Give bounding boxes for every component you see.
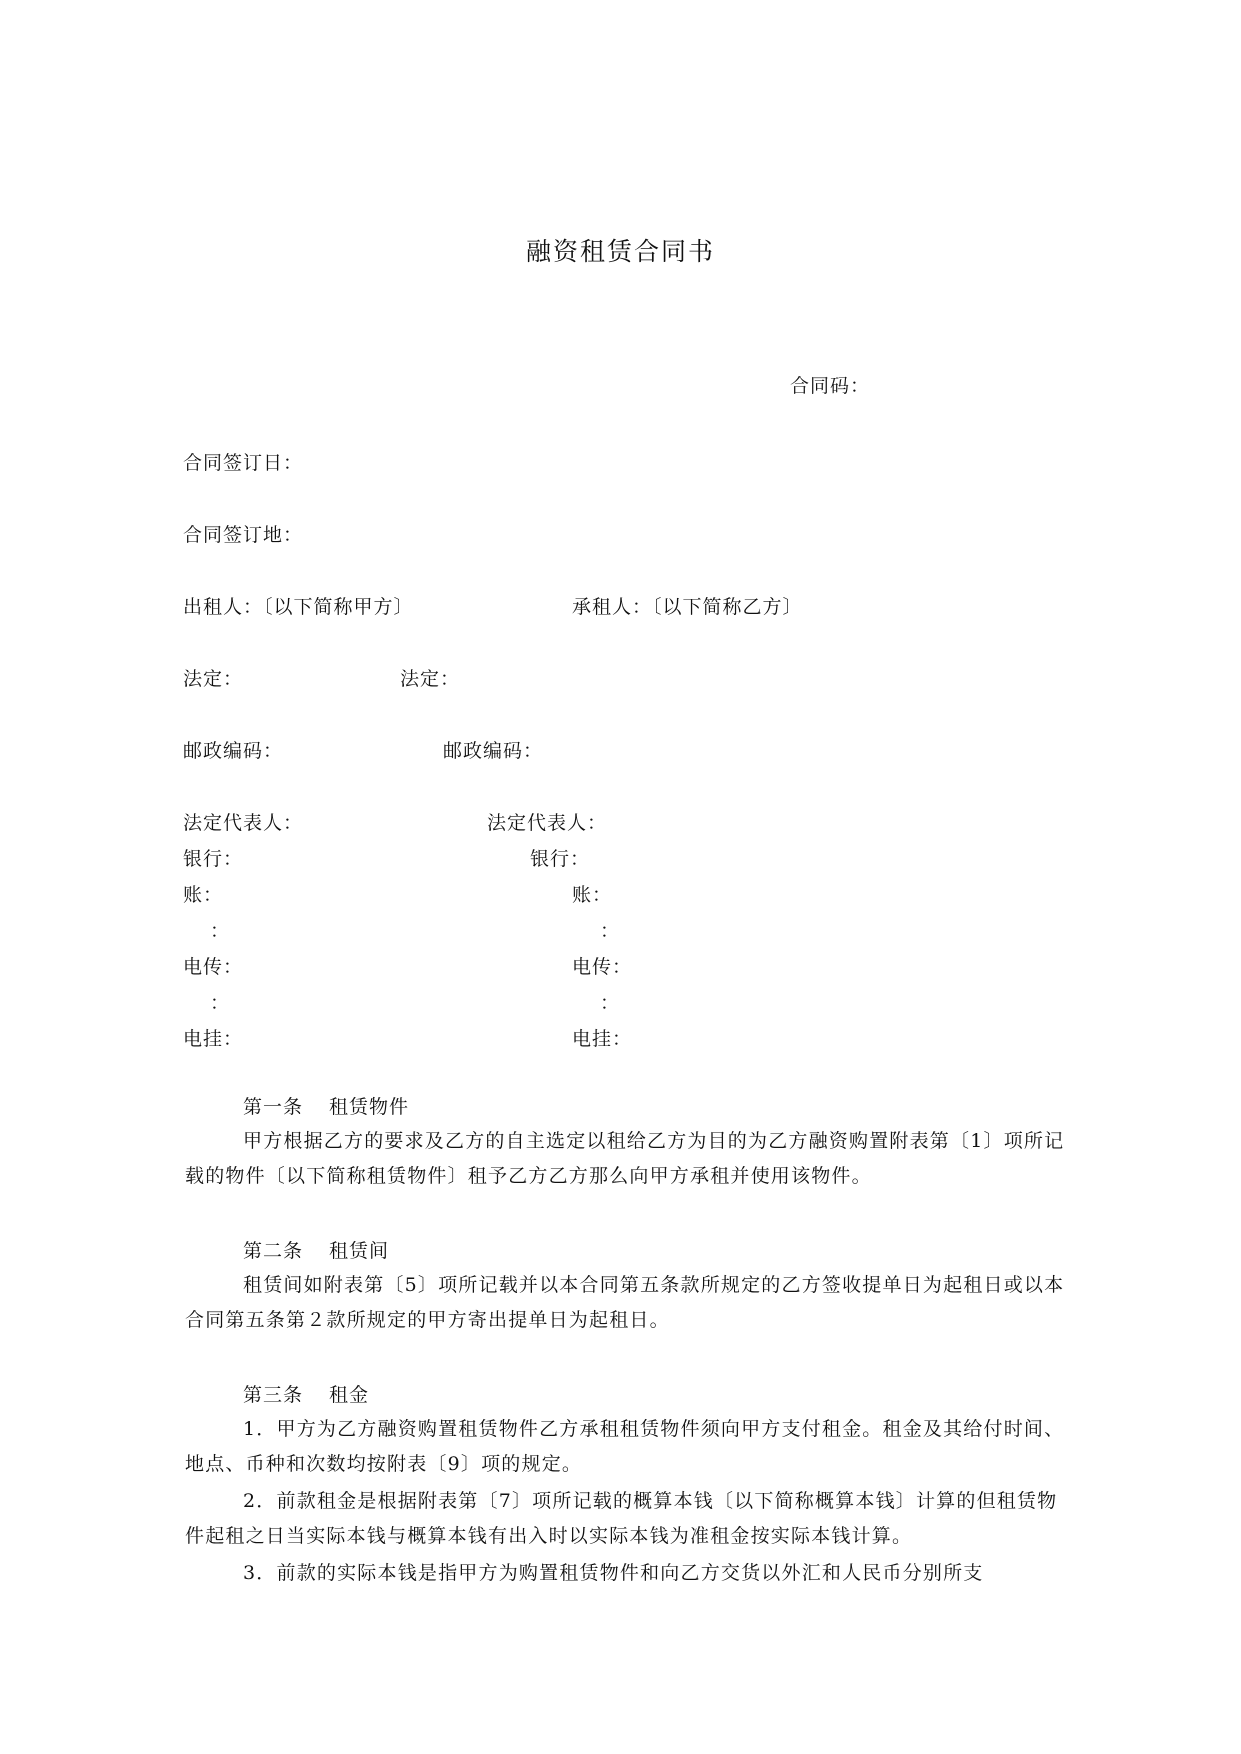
article-3-paragraph-3: 3．前款的实际本钱是指甲方为购置租赁物件和向乙方交货以外汇和人民币分别所支 bbox=[243, 1562, 984, 1584]
article-2-number: 第二条 bbox=[243, 1240, 304, 1262]
colon-left-1: ： bbox=[210, 920, 231, 942]
article-1-number: 第一条 bbox=[243, 1096, 304, 1118]
lessor-label: 出租人：〔以下简称甲方〕 bbox=[183, 596, 414, 618]
legal-rep-right: 法定代表人： bbox=[487, 812, 608, 834]
colon-right-2: ： bbox=[600, 992, 621, 1014]
article-3-number: 第三条 bbox=[243, 1384, 304, 1406]
article-3-name: 租金 bbox=[329, 1384, 370, 1406]
cable-left: 电挂： bbox=[183, 1028, 244, 1050]
colon-right-1: ： bbox=[600, 920, 621, 942]
legal-address-left: 法定： bbox=[183, 668, 244, 690]
document-title: 融资租赁合同书 bbox=[525, 237, 715, 266]
article-1-heading bbox=[243, 1095, 409, 1119]
article-2-heading bbox=[243, 1239, 389, 1263]
contract-number-label: 合同码： bbox=[790, 375, 871, 397]
bank-left: 银行： bbox=[183, 848, 244, 870]
account-right: 账： bbox=[572, 884, 613, 906]
sign-place-label: 合同签订地： bbox=[183, 524, 304, 546]
article-3-paragraph-2: 2．前款租金是根据附表第〔7〕项所记载的概算本钱〔以下简称概算本钱〕计算的但租赁物件起租之日当实际本钱与概算本钱有出入时以实际本钱为准租金按实际本钱计算。 bbox=[185, 1490, 1058, 1547]
sign-date-label: 合同签订日： bbox=[183, 452, 304, 474]
bank-right: 银行： bbox=[530, 848, 591, 870]
article-3-heading bbox=[243, 1383, 369, 1407]
article-1-name: 租赁物件 bbox=[329, 1096, 410, 1118]
account-left: 账： bbox=[183, 884, 224, 906]
postcode-left: 邮政编码： bbox=[183, 740, 284, 762]
postcode-right: 邮政编码： bbox=[443, 740, 544, 762]
legal-address-right: 法定： bbox=[400, 668, 461, 690]
lessee-label: 承租人：〔以下简称乙方〕 bbox=[572, 596, 803, 618]
article-2-paragraph-1: 租赁间如附表第〔5〕项所记载并以本合同第五条款所规定的乙方签收提单日为起租日或以本合同第五条第２款所规定的甲方寄出提单日为起租日。 bbox=[185, 1274, 1065, 1331]
colon-left-2: ： bbox=[210, 992, 231, 1014]
article-3-paragraph-1: 1．甲方为乙方融资购置租赁物件乙方承租租赁物件须向甲方支付租金。租金及其给付时间、地点、币种和次数均按附表〔9〕项的规定。 bbox=[185, 1418, 1065, 1475]
legal-rep-left: 法定代表人： bbox=[183, 812, 304, 834]
article-2-name: 租赁间 bbox=[329, 1240, 390, 1262]
fax-right: 电传： bbox=[572, 956, 633, 978]
fax-left: 电传： bbox=[183, 956, 244, 978]
article-1-paragraph-1: 甲方根据乙方的要求及乙方的自主选定以租给乙方为目的为乙方融资购置附表第〔1〕项所记载的物件〔以下简称租赁物件〕租予乙方乙方那么向甲方承租并使用该物件。 bbox=[185, 1130, 1065, 1187]
cable-right: 电挂： bbox=[572, 1028, 633, 1050]
